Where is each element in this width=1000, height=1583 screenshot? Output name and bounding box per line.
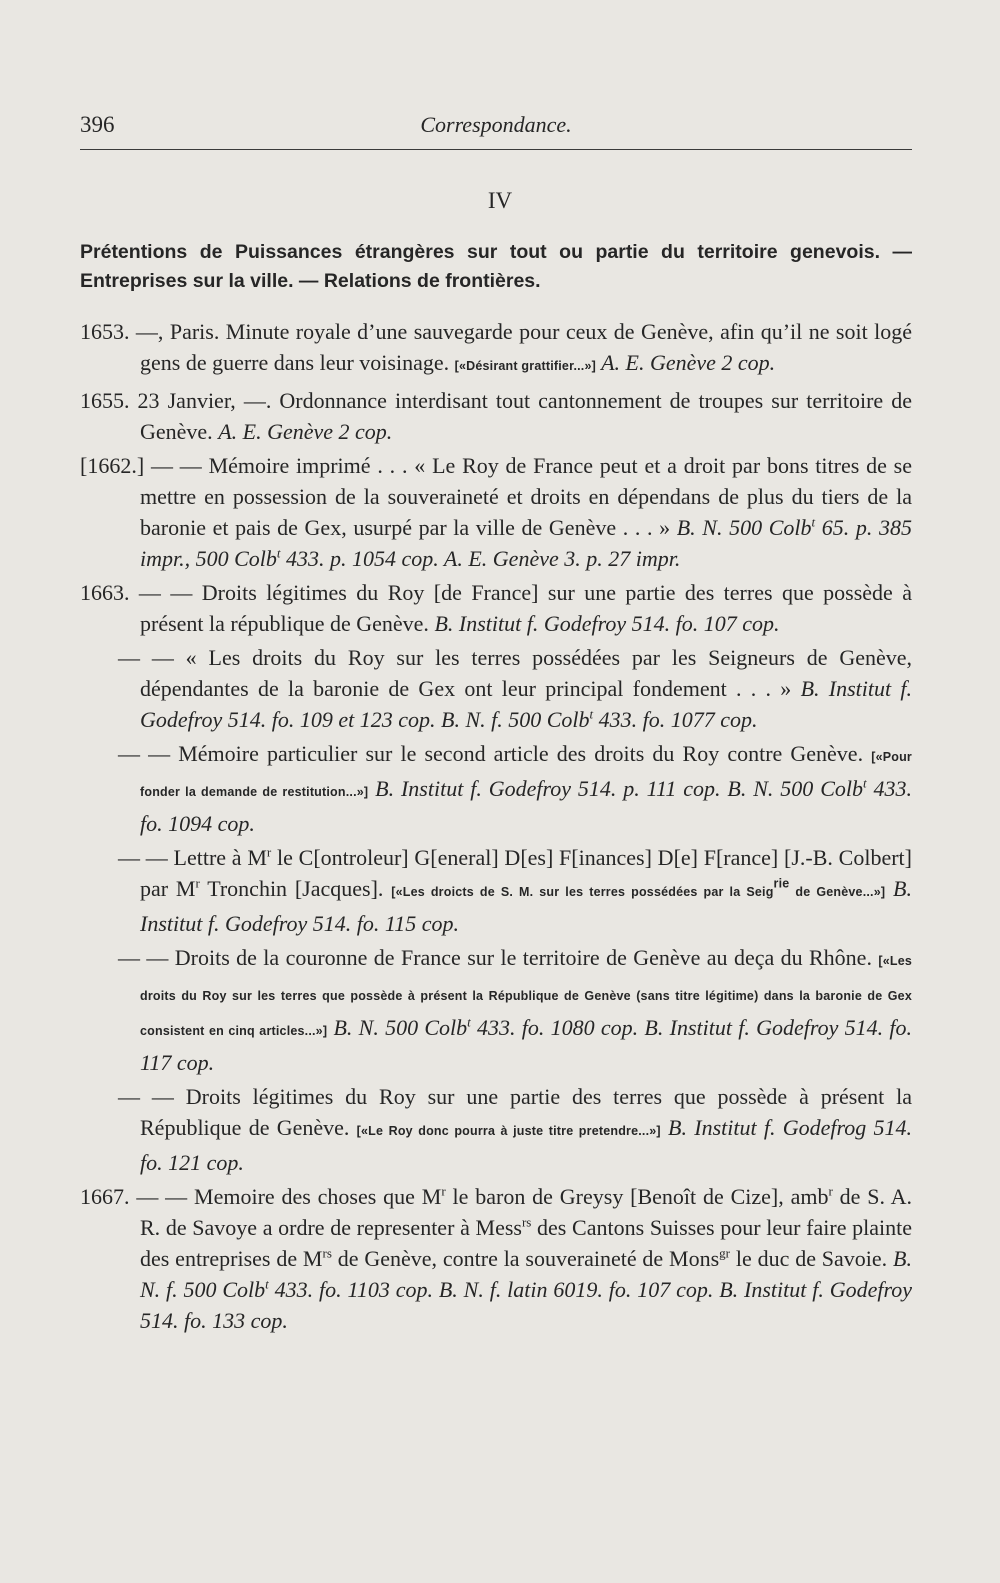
- entry-1667: 1667. — — Memoire des choses que $M^r$ le baron de Greysy [Benoît de Cize], amb$^r$ de S. A. R. de Savoye a ordre de representer à Mess$^{rs}$ des Cantons Suisses pour leur faire plainte des entreprises de $M^{rs}$ de Genève, contre la souveraineté de Mons$^{gr}$ le duc de Savoie. B. N. f. 500 Colb$^t$ 433. fo. 1103 cop. B. N. f. latin 6019. fo. 107 cop. B. Institut f. Godefroy 514. fo. 133 cop.: [80, 1183, 913, 1333]
- page-header: [80, 112, 912, 142]
- section-number: IV: [487, 188, 513, 213]
- entry-1655: 1655. 23 Janvier, —. Ordonnance interdisant tout cantonnement de troupes sur territoire de Genève. A. E. Genève 2 cop.: [80, 388, 912, 444]
- entry-1663-lettre-colbert: — — Lettre à $M^r$ le C[ontroleur] G[eneral] D[es] F[inances] D[e] F[rance] [J.-B. Colbert] par $M^r$ Tronchin [Jacques]. [«Les droicts de S. M. sur les terres possédées par la Seig$^{rie}$ de Genève...»] B. Institut f. Godefroy 514. fo. 115 cop.: [118, 844, 912, 936]
- entry-1662: [1662.] — — Mémoire imprimé . . . « Le Roy de France peut et a droit par bons titres de se mettre en possession de la souveraineté et droits en dépendans de plus du tiers de la baronie et pais de Gex, usurpé par la ville de Genève . . . » B. N. 500 Colb$^t$ 65. p. 385 impr., 500 Colb$^t$ 433. p. 1054 cop. A. E. Genève 3. p. 27 impr.: [80, 453, 913, 571]
- entry-1663-droits-roy: — — « Les droits du Roy sur les terres possédées par les Seigneurs de Genève, dépendantes de la baronie de Gex ont leur principal fondement . . . » B. Institut f. Godefroy 514. fo. 109 et 123 cop. B. N. f. 500 Colb$^t$ 433. fo. 1077 cop.: [118, 645, 912, 732]
- page-number: 396: [80, 112, 115, 137]
- entries-list: [80, 316, 912, 1339]
- entry-1653: 1653. —, Paris. Minute royale d’une sauvegarde pour ceux de Genève, afin qu’il ne soit logé gens de guerre dans leur voisinage. [«Désirant grattifier...»] A. E. Genève 2 cop.: [80, 319, 912, 375]
- section-headline: Prétentions de Puissances étrangères sur tout ou partie du territoire genevois. — Entreprises sur la ville. — Relations de frontières.: [80, 241, 912, 292]
- entry-1663-droits-legitimes: — — Droits légitimes du Roy sur une partie des terres que possède à présent la République de Genève. [«Le Roy donc pourra à juste titre pretendre...»] B. Institut f. Godefrog 514. fo. 121 cop.: [118, 1084, 912, 1175]
- running-title: Correspondance.: [420, 112, 572, 137]
- entry-1663-memoire-particulier: — — Mémoire particulier sur le second article des droits du Roy contre Genève. [«Pour fonder la demande de restitution...»] B. Institut f. Godefroy 514. p. 111 cop. B. N. 500 Colb$^t$ 433. fo. 1094 cop.: [118, 741, 912, 836]
- entry-1663: 1663. — — Droits légitimes du Roy [de France] sur une partie des terres que possède à présent la république de Genève. B. Institut f. Godefroy 514. fo. 107 cop.: [80, 580, 912, 636]
- header-rule: [80, 149, 912, 150]
- entry-1663-droits-couronne: — — Droits de la couronne de France sur le territoire de Genève au deça du Rhône. [«Les droits du Roy sur les terres que possède à présent la République de Genève (sans titre légitime) dans la baronie de Gex consistent en cinq articles...»] B. N. 500 Colb$^t$ 433. fo. 1080 cop. B. Institut f. Godefroy 514. fo. 117 cop.: [118, 945, 912, 1075]
